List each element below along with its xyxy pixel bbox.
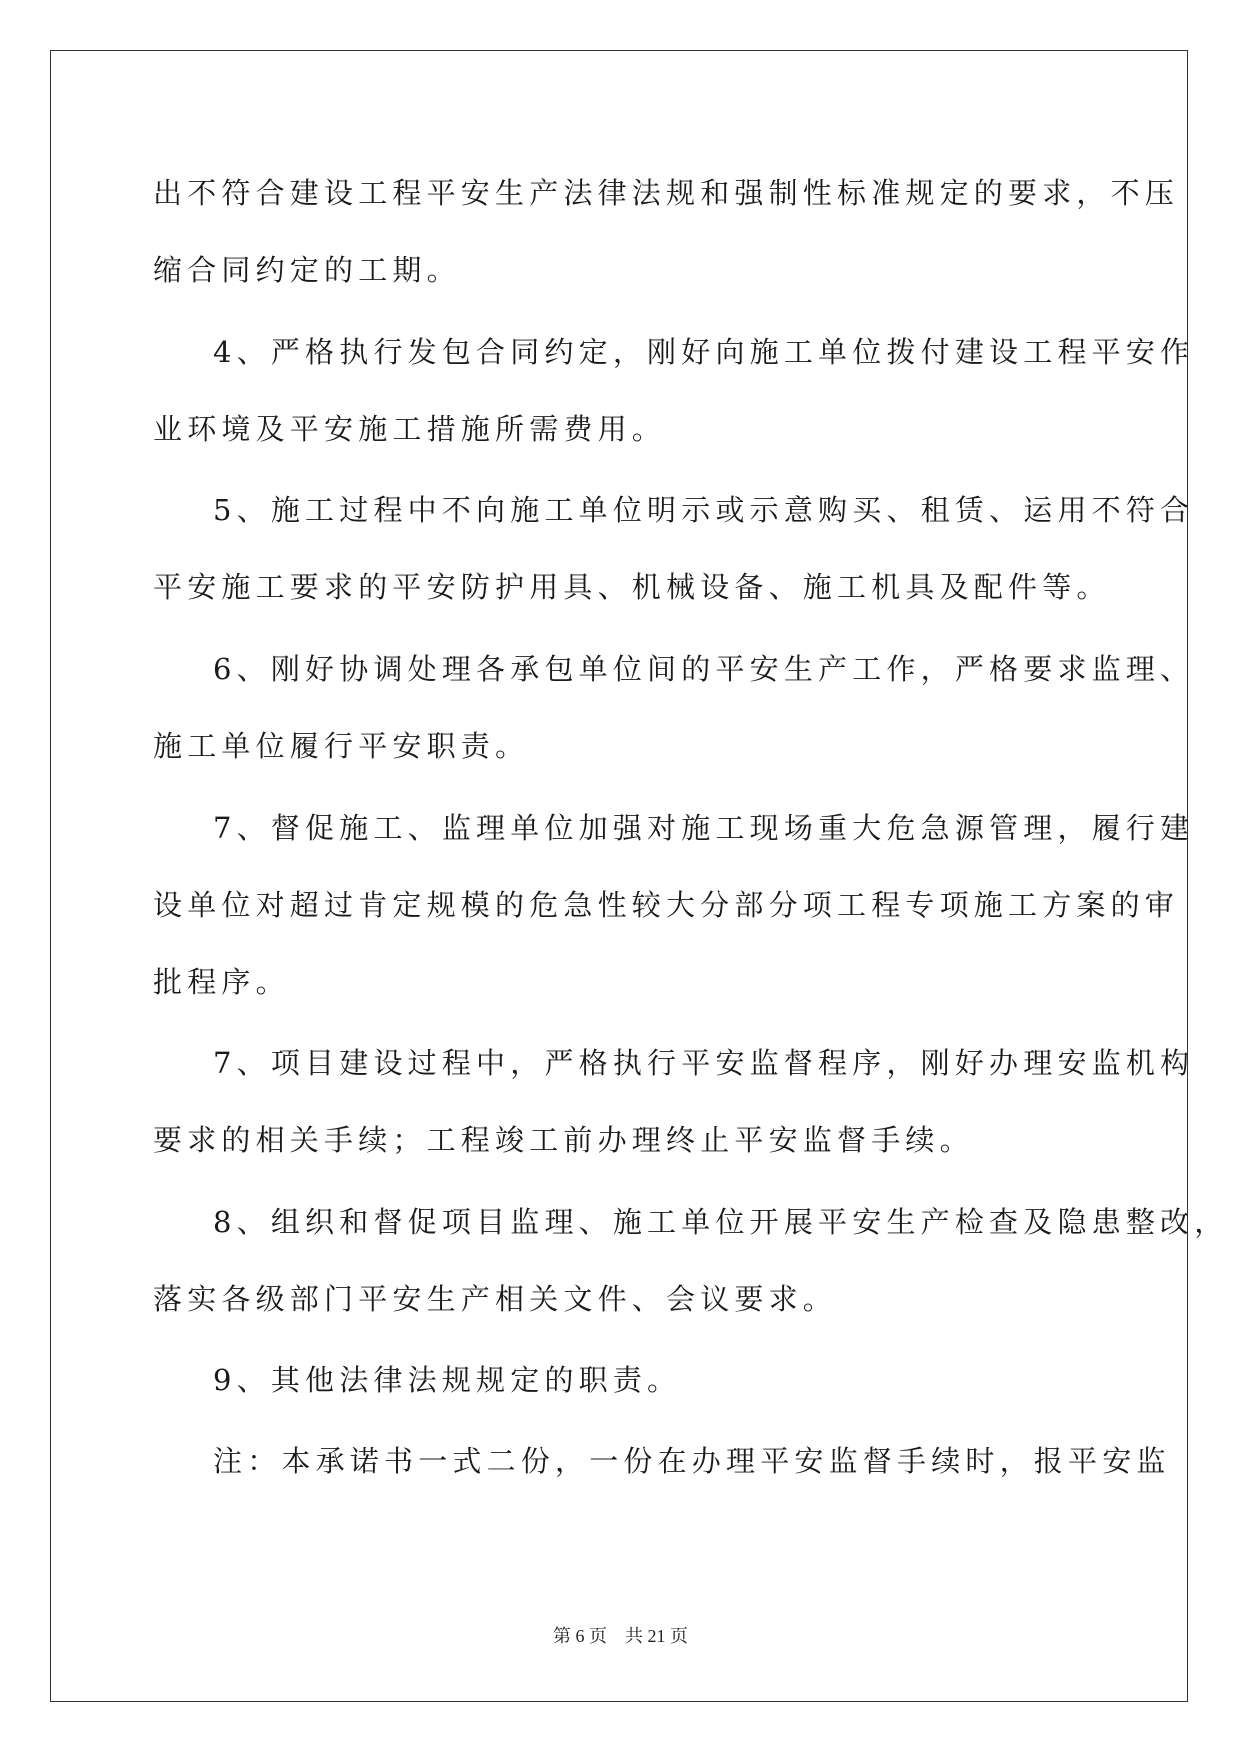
paragraph-5-line: 5、施工过程中不向施工单位明示或示意购买、租赁、运用不符合 [213,493,1195,527]
page-total: 共 21 页 [625,1626,688,1646]
paragraph-8-line: 8、组织和督促项目监理、施工单位开展平安生产检查及隐患整改， [213,1205,1229,1239]
paragraph-7b-line: 7、项目建设过程中，严格执行平安监督程序，刚好办理安监机构 [213,1046,1195,1080]
paragraph-9-line: 9、其他法律法规规定的职责。 [213,1363,682,1397]
body-text-line: 平安施工要求的平安防护用具、机械设备、施工机具及配件等。 [153,570,1111,604]
body-text-line: 缩合同约定的工期。 [153,253,461,287]
page-footer [0,1624,1241,1648]
body-text-line: 施工单位履行平安职责。 [153,729,530,763]
body-text-line: 落实各级部门平安生产相关文件、会议要求。 [153,1282,838,1316]
paragraph-6-line: 6、刚好协调处理各承包单位间的平安生产工作，严格要求监理、 [213,652,1195,686]
page-number: 第 6 页 [553,1626,607,1646]
body-text-line: 批程序。 [153,965,290,999]
body-text-line: 设单位对超过肯定规模的危急性较大分部分项工程专项施工方案的审 [153,888,1180,922]
body-text-line: 出不符合建设工程平安生产法律法规和强制性标准规定的要求，不压 [153,176,1180,210]
paragraph-4-line: 4、严格执行发包合同约定，刚好向施工单位拨付建设工程平安作 [213,335,1195,369]
body-text-line: 业环境及平安施工措施所需费用。 [153,412,667,446]
body-text-line: 要求的相关手续；工程竣工前办理终止平安监督手续。 [153,1123,974,1157]
note-line: 注：本承诺书一式二份，一份在办理平安监督手续时，报平安监 [213,1444,1171,1478]
paragraph-7-line: 7、督促施工、监理单位加强对施工现场重大危急源管理，履行建 [213,811,1195,845]
